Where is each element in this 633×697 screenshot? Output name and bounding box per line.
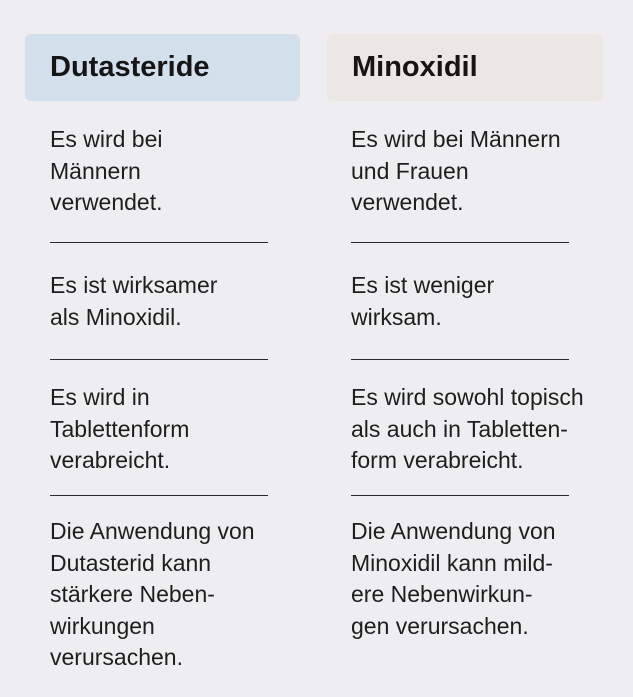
minoxidil-efficacy-line: wirksam. [351,303,442,330]
minoxidil-usage-line: und Frauen [351,157,469,184]
minoxidil-efficacy-line: Es ist weniger [351,272,495,298]
minoxidil-administration-line: als auch in Tabletten- [351,415,568,442]
minoxidil-administration [351,382,584,477]
dutasteride-side-effects-line: stärkere Neben- [50,581,215,607]
dutasteride-side-effects-line: Die Anwendung von [50,518,255,544]
minoxidil-side-effects-line: gen verursachen. [351,612,529,639]
dutasteride-efficacy-line: Es ist wirksamer [50,272,218,298]
minoxidil-side-effects-line: Die Anwendung von [351,518,556,544]
minoxidil-side-effects-line: Minoxidil kann mild- [351,549,553,576]
minoxidil-usage [351,124,561,219]
row-divider [50,495,268,496]
row-divider [351,359,569,360]
dutasteride-side-effects-line: wirkungen [50,612,155,639]
minoxidil-header [327,34,603,101]
minoxidil-side-effects-line: ere Nebenwirkun- [351,581,533,607]
minoxidil-usage-line: Es wird bei Männern [351,126,561,152]
row-divider [351,242,569,243]
minoxidil-administration-line: Es wird sowohl topisch [351,384,584,410]
dutasteride-title: Dutasteride [50,51,210,83]
minoxidil-administration-line: form verabreicht. [351,447,524,473]
row-divider [351,495,569,496]
dutasteride-administration [50,382,189,477]
dutasteride-usage-line: verwendet. [50,189,163,215]
dutasteride-administration-line: Es wird in [50,384,150,410]
dutasteride-efficacy-line: als Minoxidil. [50,303,182,330]
dutasteride-administration-line: Tablettenform [50,415,190,442]
dutasteride-usage-line: Es wird bei [50,126,163,152]
dutasteride-usage-line: Männern [50,157,141,184]
dutasteride-side-effects-line: verursachen. [50,644,183,670]
minoxidil-usage-line: verwendet. [351,189,464,215]
dutasteride-side-effects-line: Dutasterid kann [50,549,212,576]
row-divider [50,242,268,243]
minoxidil-title: Minoxidil [352,51,478,83]
dutasteride-header [25,34,300,101]
row-divider [50,359,268,360]
dutasteride-administration-line: verabreicht. [50,447,171,473]
minoxidil-side-effects [351,516,556,642]
dutasteride-side-effects [50,516,255,674]
dutasteride-efficacy [50,270,217,333]
dutasteride-usage [50,124,163,219]
minoxidil-efficacy [351,270,494,333]
